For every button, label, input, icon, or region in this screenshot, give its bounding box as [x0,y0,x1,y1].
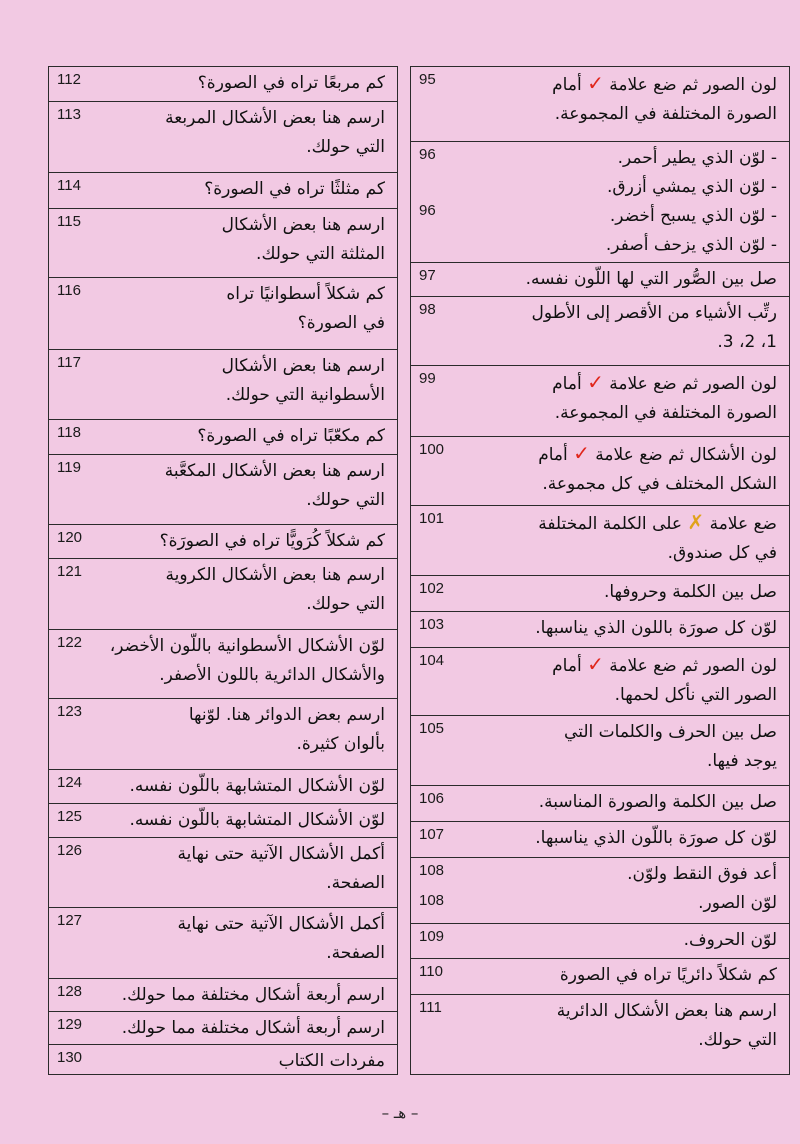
instruction-text [107,211,385,269]
instruction-line: كم مثلثًا تراه في الصورة؟ [204,179,385,199]
instruction-line: لوّن الأشكال المتشابهة باللّون نفسه. [129,810,385,830]
instruction-line: ارسم هنا بعض الأشكال [221,356,385,376]
table-row [411,297,789,366]
instruction-text [469,69,777,129]
instruction-line: في الصورة؟ [297,313,385,333]
page-number: 107 [419,826,445,843]
instruction-line: صل بين الصُّور التي لها اللّون نفسه. [525,269,777,289]
instruction-line: ارسم هنا بعض الأشكال المكعَّبة [164,461,385,481]
page-number: 125 [57,808,83,825]
instruction-text [107,280,385,338]
instruction-text [469,439,777,499]
page-number: 120 [57,529,83,546]
table-row [49,278,397,350]
page-number: 123 [57,703,83,720]
page-number: 97 [419,267,436,284]
table-row [49,804,397,838]
instruction-line: الصورة المختلفة في المجموعة. [554,403,777,423]
instruction-line: - لوّن الذي يمشي أزرق. [607,177,777,197]
table-row [49,979,397,1012]
table-row [49,699,397,770]
table-row [49,525,397,559]
table-row [411,263,789,297]
page-number: 110 [419,963,443,980]
table-row [49,67,397,102]
instruction-text [107,69,385,98]
table-row [411,822,789,858]
instruction-line: لوّن كل صورَة باللون الذي يناسبها. [535,618,777,638]
table-row [49,350,397,420]
instruction-text [107,104,385,162]
instruction-text [107,422,385,451]
page-number: 104 [419,652,445,669]
page-number: 95 [419,71,436,88]
page-number: 114 [57,177,81,194]
table-row [411,786,789,822]
instruction-line: والأشكال الدائرية باللون الأصفر. [159,665,385,685]
instruction-text [469,144,777,260]
table-row [411,366,789,437]
instruction-text [469,265,777,294]
page-number: 118 [57,424,81,441]
instruction-text [469,788,777,817]
instruction-line: التي حولك. [698,1030,777,1050]
table-row [411,716,789,786]
instruction-text [107,352,385,410]
table-row [49,838,397,908]
page-number: 103 [419,616,445,633]
page-number: 96 [419,146,436,163]
table-row [411,506,789,576]
instruction-line: الأسطوانية التي حولك. [225,385,385,405]
table-row [49,770,397,804]
red-check-mark-icon: ✓ [587,652,604,676]
instruction-text [469,578,777,607]
page-number: 121 [57,563,83,580]
instruction-line: التي حولك. [306,490,385,510]
instruction-line: ارسم هنا بعض الأشكال المربعة [165,108,385,128]
instruction-line: صل بين الحرف والكلمات التي [564,722,777,742]
instruction-text [107,561,385,619]
table-right-column [410,66,790,1075]
instruction-line: بألوان كثيرة. [296,734,385,754]
instruction-text [107,632,385,690]
page-number: 109 [419,928,445,945]
instruction-text [107,840,385,898]
table-row [49,1012,397,1045]
instruction-text [469,508,777,568]
page-number: 129 [57,1016,83,1033]
instruction-line: الصورة المختلفة في المجموعة. [554,104,777,124]
instruction-text [469,961,777,990]
table-row [411,648,789,716]
table-row [411,67,789,142]
table-row [49,559,397,630]
instruction-line: في كل صندوق. [667,543,777,563]
instruction-text [469,299,777,357]
table-row [411,437,789,506]
instruction-line: ارسم هنا بعض الأشكال الكروية [165,565,385,585]
instruction-text [469,650,777,710]
instruction-line: كم شكلاً أسطوانيًا تراه [226,284,385,304]
instruction-line: كم شكلاً دائريًا تراه في الصورة [559,965,777,985]
instruction-text [107,527,385,556]
instruction-text [469,997,777,1055]
table-left-column [48,66,398,1075]
red-check-mark-icon: ✓ [587,370,604,394]
instruction-line: - لوّن الذي يزحف أصفر. [605,235,777,255]
instruction-line: يوجد فيها. [706,751,777,771]
table-row [49,173,397,209]
table-row [411,995,789,1076]
instruction-line: - لوّن الذي يطير أحمر. [617,148,777,168]
instruction-line: ارسم أربعة أشكال مختلفة مما حولك. [121,1018,385,1038]
instruction-line: لون الصور ثم ضع علامة ✓ أمام [552,652,777,676]
table-row [411,576,789,612]
table-row [411,924,789,959]
instruction-text [107,981,385,1010]
instruction-text [469,614,777,643]
instruction-line: لوّن الصور. [698,893,777,913]
instruction-line: ارسم بعض الدوائر هنا. لوّنها [188,705,385,725]
instruction-text [107,806,385,835]
page-number: 119 [57,459,81,476]
instruction-line: لوّن الأشكال المتشابهة باللّون نفسه. [129,776,385,796]
instruction-line: مفردات الكتاب [278,1051,385,1071]
red-check-mark-icon: ✓ [587,71,604,95]
page-number: 117 [57,354,81,371]
cross-mark-icon: ✗ [687,510,705,534]
table-row [49,630,397,699]
table-row [411,858,789,924]
instruction-line: التي حولك. [306,594,385,614]
instruction-line: ضع علامة ✗ على الكلمة المختلفة [538,510,777,534]
page-number: 113 [57,106,81,123]
page-number: 111 [419,999,442,1016]
page-number: 101 [419,510,445,527]
page-number: 122 [57,634,83,651]
table-row [49,102,397,173]
page-number: 130 [57,1049,83,1066]
page-number: 128 [57,983,83,1000]
instruction-line: الصفحة. [326,873,385,893]
page-number: 112 [57,71,81,88]
instruction-line: أعد فوق النقط ولوّن. [627,864,777,884]
instruction-line: كم مربعًا تراه في الصورة؟ [197,73,385,93]
instruction-text [107,175,385,204]
instruction-text [107,1047,385,1076]
page-number: 99 [419,370,436,387]
instruction-text [107,1014,385,1043]
instruction-text [107,701,385,759]
instruction-line: لوّن الحروف. [683,930,777,950]
instruction-text [107,910,385,968]
instruction-line: لوّن الأشكال الأسطوانية باللّون الأخضر، [109,636,385,656]
page-footer: – هـ – [381,1104,419,1122]
instruction-line: ارسم هنا بعض الأشكال الدائرية [556,1001,777,1021]
page-number: 96 [419,202,436,219]
table-row [49,420,397,455]
page-number: 106 [419,790,445,807]
page-number: 100 [419,441,445,458]
table-row [411,142,789,263]
instruction-line: 1، 2، 3. [717,332,777,352]
red-check-mark-icon: ✓ [573,441,590,465]
table-row [49,1045,397,1076]
instruction-text [107,772,385,801]
instruction-line: كم مكعّبًا تراه في الصورة؟ [197,426,385,446]
instruction-line: المثلثة التي حولك. [256,244,385,264]
instruction-line: الصور التي نأكل لحمها. [614,685,777,705]
instruction-line: الشكل المختلف في كل مجموعة. [542,474,777,494]
page-number: 124 [57,774,83,791]
instruction-text [469,824,777,853]
table-row [49,455,397,525]
page-number: 108 [419,862,445,879]
instruction-line: لون الصور ثم ضع علامة ✓ أمام [552,71,777,95]
instruction-line: كم شكلاً كُرَويًّا تراه في الصورَة؟ [159,531,385,551]
instruction-line: لون الصور ثم ضع علامة ✓ أمام [552,370,777,394]
page-number: 116 [57,282,81,299]
instruction-text [469,718,777,776]
table-row [49,908,397,979]
instruction-text [469,860,777,918]
instruction-line: - لوّن الذي يسبح أخضر. [609,206,777,226]
page-number: 98 [419,301,436,318]
instruction-line: الصفحة. [326,943,385,963]
instruction-text [107,457,385,515]
instruction-line: لوّن كل صورَة باللّون الذي يناسبها. [535,828,777,848]
instruction-line: التي حولك. [306,137,385,157]
page-number: 105 [419,720,445,737]
instruction-line: صل بين الكلمة وحروفها. [603,582,777,602]
page-number: 108 [419,892,445,909]
instruction-line: رتِّب الأشياء من الأقصر إلى الأطول [531,303,777,323]
instruction-line: صل بين الكلمة والصورة المناسبة. [538,792,777,812]
instruction-line: ارسم أربعة أشكال مختلفة مما حولك. [121,985,385,1005]
instruction-line: أكمل الأشكال الآتية حتى نهاية [177,914,385,934]
page-number: 102 [419,580,445,597]
table-row [411,959,789,995]
instruction-line: لون الأشكال ثم ضع علامة ✓ أمام [538,441,777,465]
page-number: 115 [57,213,81,230]
instruction-text [469,368,777,428]
table-row [411,612,789,648]
page-number: 127 [57,912,83,929]
page-number: 126 [57,842,83,859]
table-row [49,209,397,278]
instruction-text [469,926,777,955]
instruction-line: أكمل الأشكال الآتية حتى نهاية [177,844,385,864]
instruction-line: ارسم هنا بعض الأشكال [221,215,385,235]
